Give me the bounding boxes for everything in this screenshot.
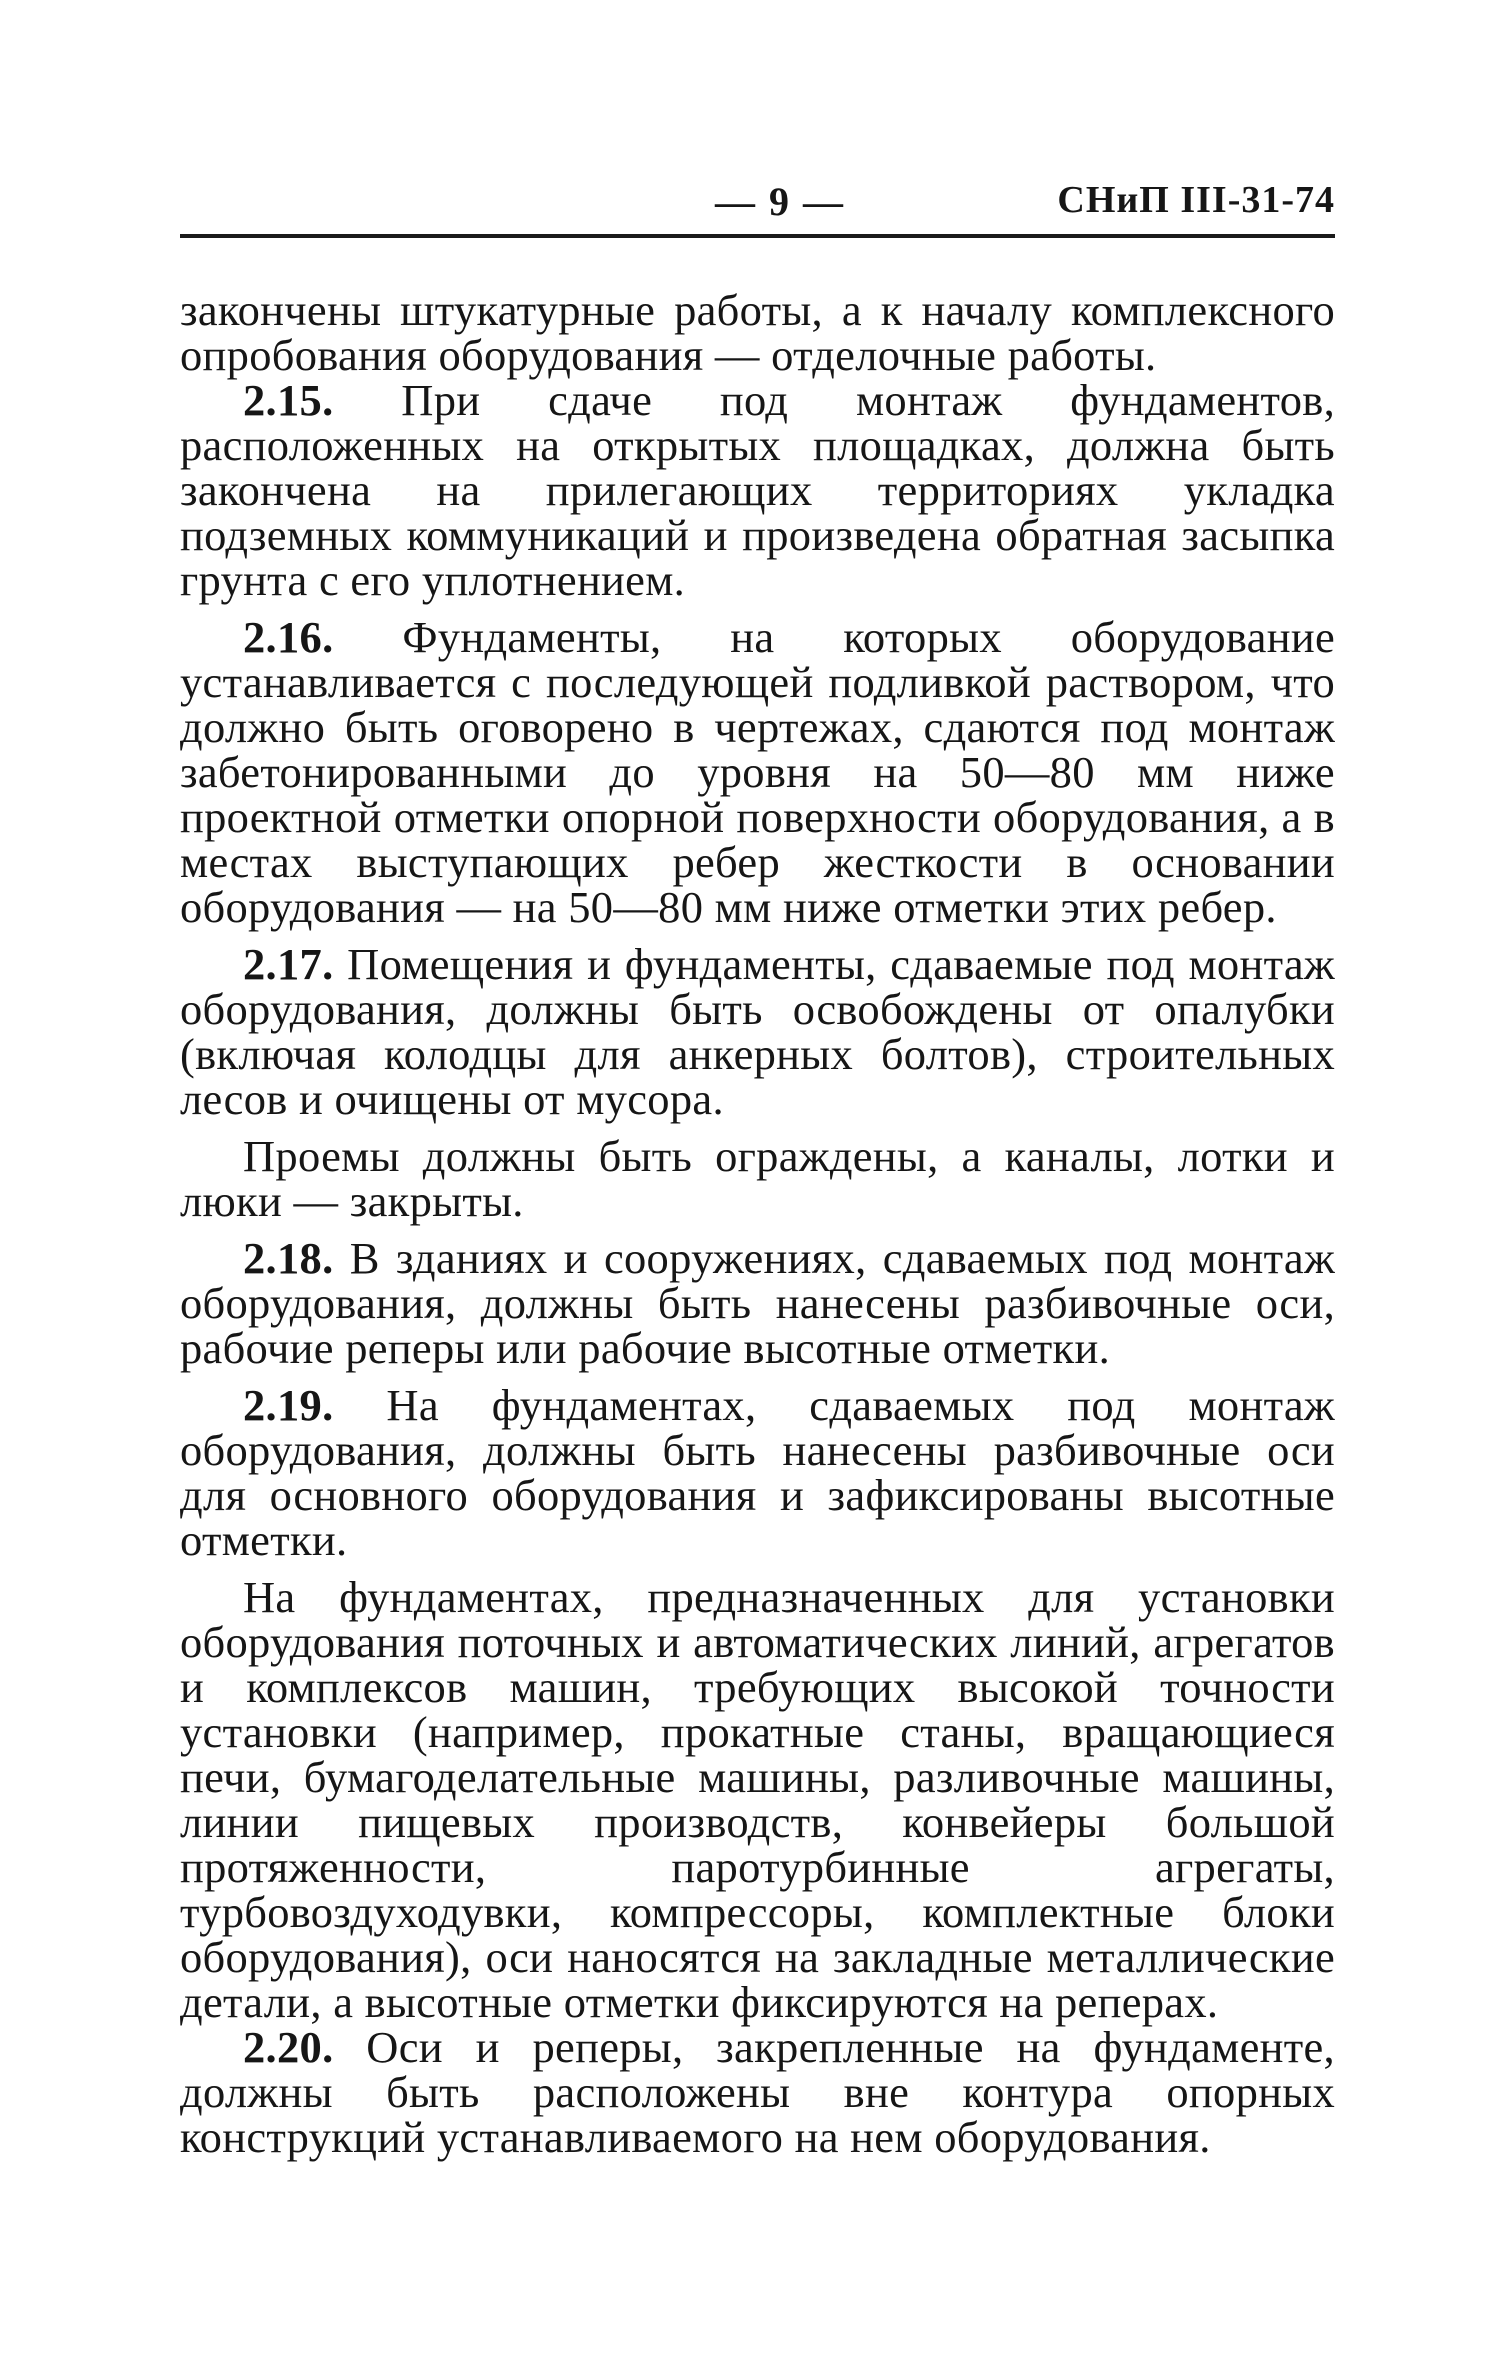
clause-2-16 xyxy=(180,612,1335,932)
paragraph-text: Проемы должны быть ограждены, а каналы, лотки и люки — закрыты. xyxy=(180,1131,1335,1226)
page-header xyxy=(180,178,1335,234)
paragraph-foundations xyxy=(180,1572,1335,2027)
clause-number: 2.19. xyxy=(243,1380,334,1430)
page-number: — 9 — xyxy=(715,179,845,224)
clause-number: 2.18. xyxy=(243,1233,334,1283)
document-code: СНиП III-31-74 xyxy=(1057,179,1335,221)
clause-2-17 xyxy=(180,939,1335,1124)
clause-2-20 xyxy=(180,2022,1335,2162)
paragraph-text: На фундаментах, сдаваемых под монтаж оборудования, должны быть нанесены разбивочные оси для основного оборудования и зафиксированы высотные отметки. xyxy=(180,1380,1335,1565)
document-page xyxy=(180,178,1335,2160)
paragraph-text: Фундаменты, на которых оборудование устанавливается с последующей подливкой раствором, что должно быть оговорено в чертежах, сдаются под монтаж забетонированными до уровня на 50—80 мм ниже проектной отметки опорной поверхности оборудования, а в местах выступающих ребер жесткости в основании оборудования — на 50—80 мм ниже отметки этих ребер. xyxy=(180,612,1335,932)
paragraph-text: При сдаче под монтаж фундаментов, расположенных на открытых площадках, должна быть закончена на прилегающих территориях укладка подземных коммуникаций и произведена обратная засыпка грунта с его уплотнением. xyxy=(180,375,1335,605)
paragraph-text: Помещения и фундаменты, сдаваемые под монтаж оборудования, должны быть освобождены от опалубки (включая колодцы для анкерных болтов), строительных лесов и очищены от мусора. xyxy=(180,939,1335,1124)
clause-number: 2.15. xyxy=(243,375,334,425)
paragraph-text: В зданиях и сооружениях, сдаваемых под монтаж оборудования, должны быть нанесены разбивочные оси, рабочие реперы или рабочие высотные отметки. xyxy=(180,1233,1335,1373)
paragraph-text: закончены штукатурные работы, а к началу комплексного опробования оборудования — отделочные работы. xyxy=(180,285,1335,380)
clause-number: 2.17. xyxy=(243,939,334,989)
clause-number: 2.16. xyxy=(243,612,334,662)
paragraph-text: На фундаментах, предназначенных для установки оборудования поточных и автоматических линий, агрегатов и комплексов машин, требующих высокой точности установки (например, прокатные станы, вращающиеся печи, бумагоделательные машины, разливочные машины, линии пищевых производств, конвейеры большой протяженности, паротурбинные агрегаты, турбовоздуходувки, компрессоры, комплектные блоки оборудования), оси наносятся на закладные металлические детали, а высотные отметки фиксируются на реперах. xyxy=(180,1572,1335,2027)
paragraph-continuation xyxy=(180,285,1335,380)
clause-2-19 xyxy=(180,1380,1335,1565)
paragraph-openings xyxy=(180,1131,1335,1226)
clause-2-15 xyxy=(180,375,1335,605)
paragraph-text: Оси и реперы, закрепленные на фундаменте, должны быть расположены вне контура опорных конструкций устанавливаемого на нем оборудования. xyxy=(180,2022,1335,2162)
body-text xyxy=(180,285,1335,2162)
clause-number: 2.20. xyxy=(243,2022,334,2072)
clause-2-18 xyxy=(180,1233,1335,1373)
header-rule xyxy=(180,234,1335,238)
